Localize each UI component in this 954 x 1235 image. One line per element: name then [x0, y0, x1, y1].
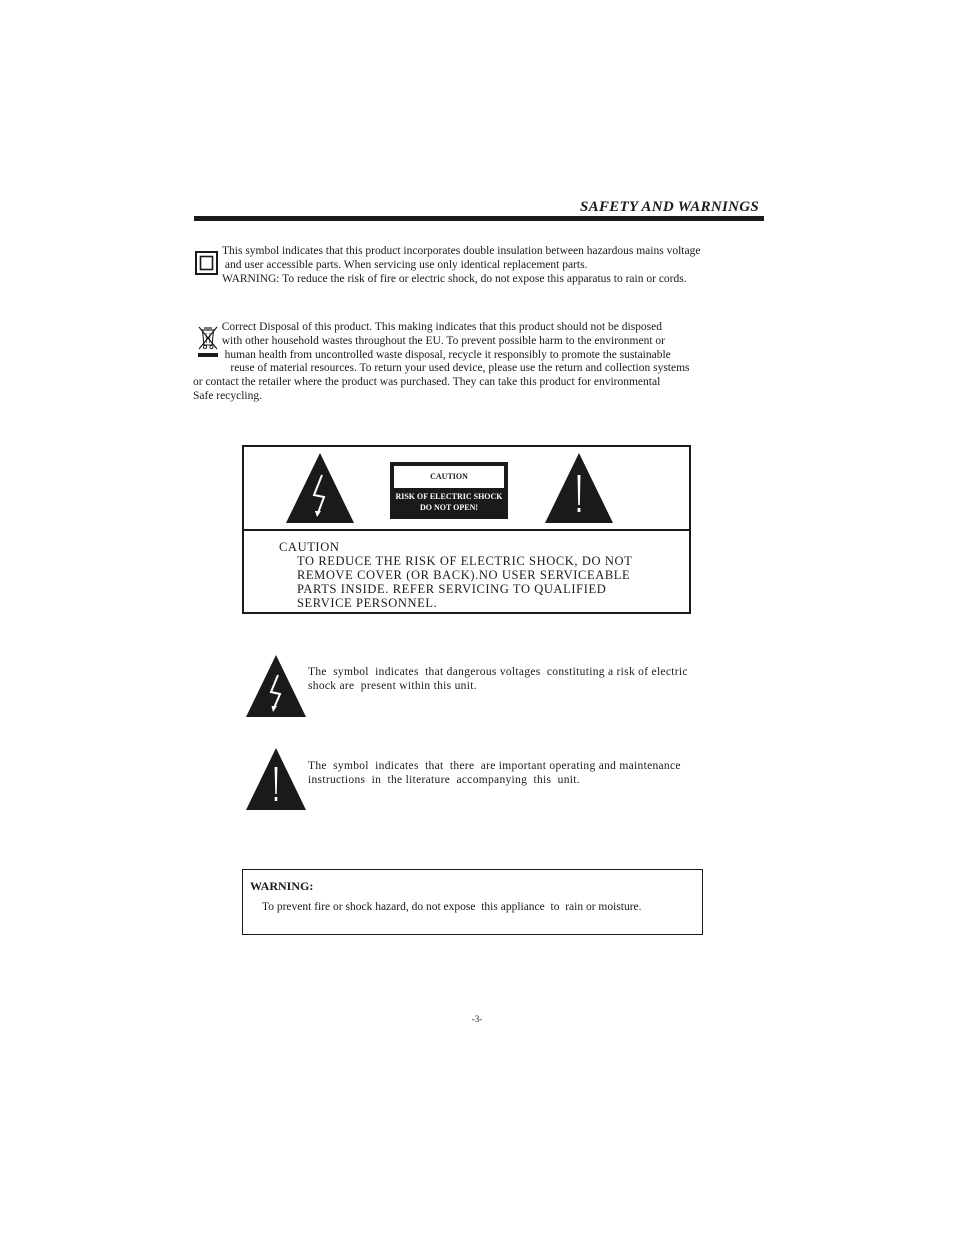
lightning-triangle-icon	[286, 453, 354, 523]
caution-divider	[244, 529, 689, 531]
warning-text: To prevent fire or shock hazard, do not expose this appliance to rain or moisture.	[262, 901, 642, 913]
label-risk-text: RISK OF ELECTRIC SHOCK	[395, 492, 503, 501]
label-do-not-open-text: DO NOT OPEN!	[419, 503, 479, 512]
exclamation-triangle-icon	[246, 748, 306, 810]
label-caution-text: CAUTION	[394, 466, 504, 488]
double-insulation-text: This symbol indicates that this product incorporates double insulation between hazardous mains voltage and user accessible parts. When servicing use only identical replacement parts. WARNING: To reduce the risk of fire or electric shock, do not expose this apparatus to rain or cords.	[222, 245, 701, 285]
exclamation-symbol-text: The symbol indicates that there are important operating and maintenance instructions in the literature accompanying this unit.	[308, 760, 681, 786]
warning-title: WARNING:	[250, 879, 314, 893]
warning-box	[242, 869, 703, 935]
shock-warning-label	[390, 462, 508, 519]
double-insulation-square-icon	[195, 251, 218, 275]
caution-body: TO REDUCE THE RISK OF ELECTRIC SHOCK, DO NOT REMOVE COVER (OR BACK).NO USER SERVICEABLE PARTS INSIDE. REFER SERVICING TO QUALIFIED SERVICE PERSONNEL.	[297, 554, 633, 610]
lightning-triangle-icon	[246, 655, 306, 717]
page-number: -3-	[471, 1014, 483, 1024]
exclamation-triangle-icon	[545, 453, 613, 523]
header-rule	[194, 216, 764, 221]
lightning-symbol-text: The symbol indicates that dangerous voltages constituting a risk of electric shock are present within this unit.	[308, 666, 688, 692]
disposal-text: Correct Disposal of this product. This making indicates that this product should not be disposed with other household wastes throughout the EU. To prevent possible harm to the environment or human health from uncontrolled waste disposal, recycle it responsibly to promote the sustainable reuse of material resources. To return your used device, please use the return and collection systems or contact the retailer where the product was purchased. They can take this product for environmental Safe recycling.	[193, 321, 690, 402]
page-title: SAFETY AND WARNINGS	[580, 199, 760, 215]
caution-heading: CAUTION	[279, 540, 340, 554]
caution-panel	[242, 445, 691, 614]
